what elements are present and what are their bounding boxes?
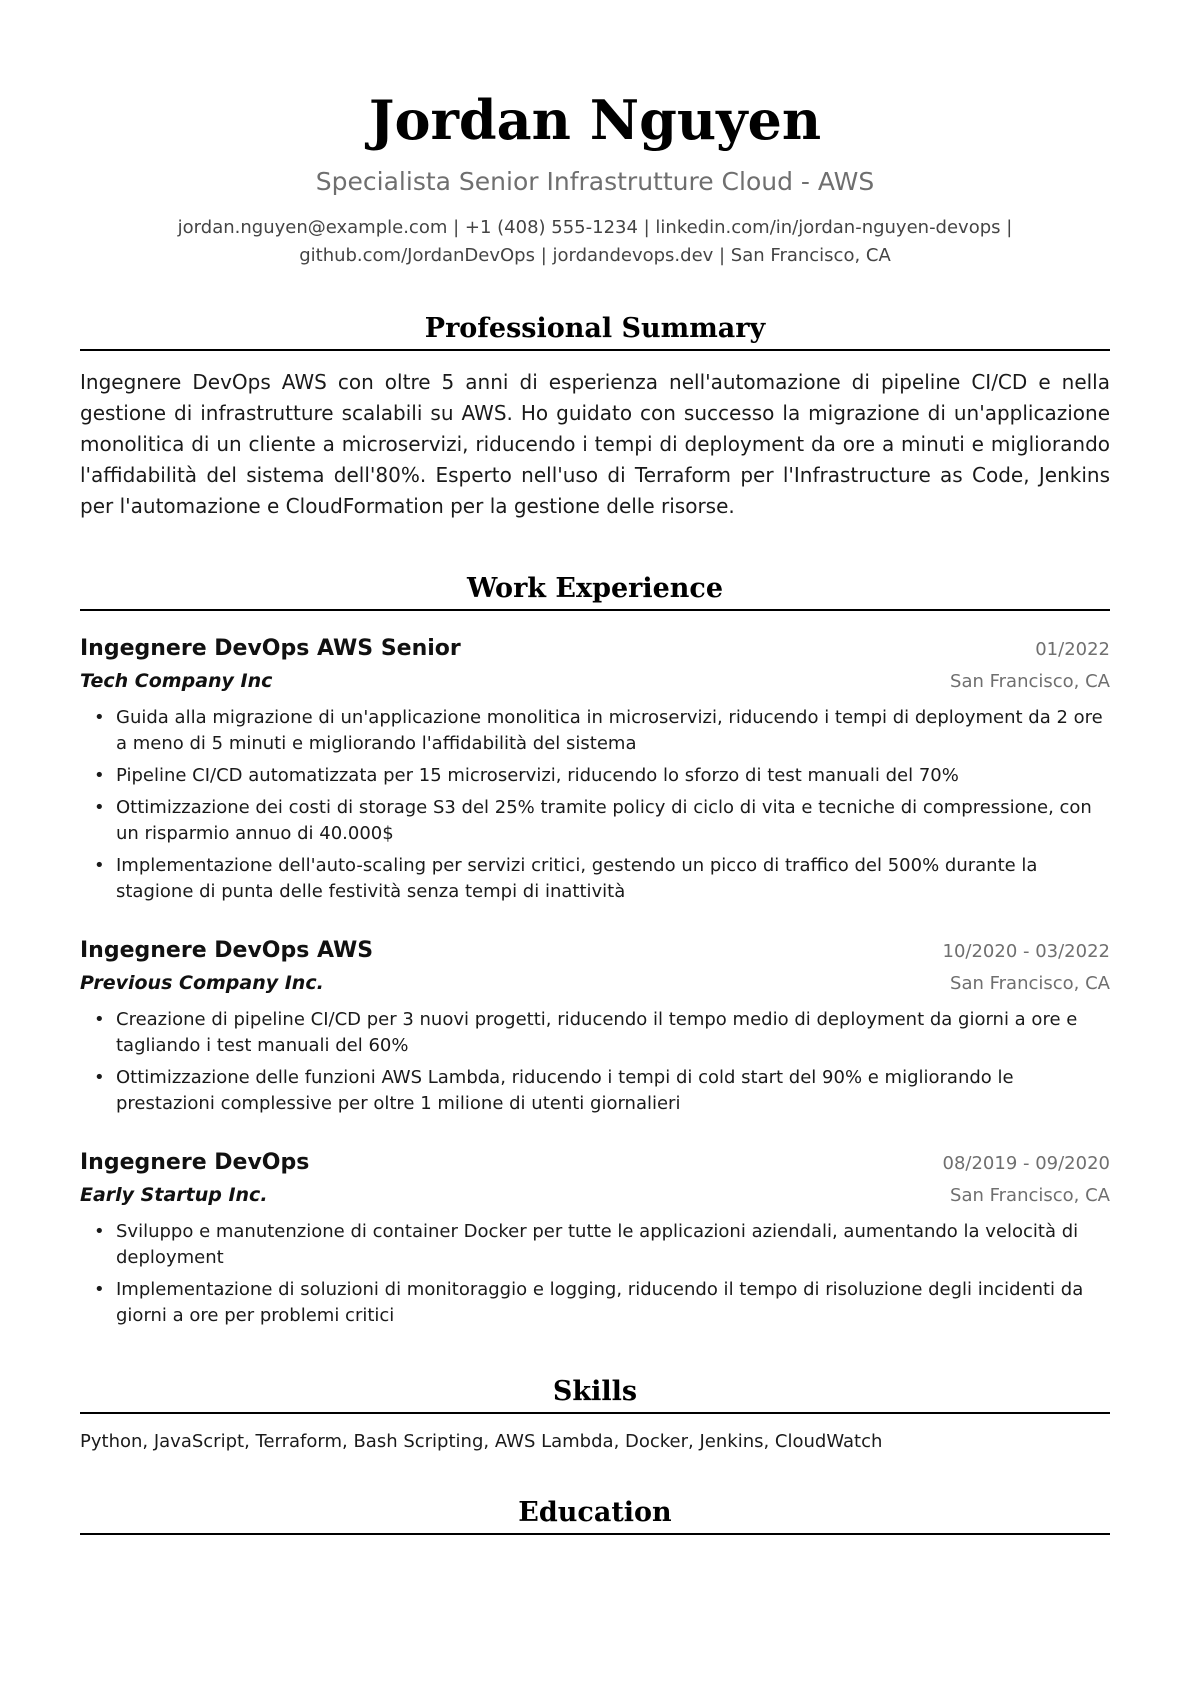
- candidate-title: Specialista Senior Infrastrutture Cloud - AWS: [315, 167, 875, 196]
- job-bullets: [80, 1007, 1110, 1117]
- job-location: San Francisco, CA: [950, 671, 1110, 692]
- education-heading: Education: [80, 1496, 1110, 1535]
- bullet-icon: •: [94, 855, 105, 876]
- job-dates: 10/2020 - 03/2022: [942, 941, 1110, 962]
- bullet-item: [80, 1277, 1110, 1329]
- company-name: Early Startup Inc.: [80, 1184, 268, 1206]
- summary-heading: Professional Summary: [80, 312, 1110, 351]
- education-section: [80, 1496, 1110, 1535]
- bullet-item: [80, 705, 1110, 757]
- bullet-item: [80, 1065, 1110, 1117]
- bullet-icon: •: [94, 1067, 105, 1088]
- bullet-item: [80, 763, 1110, 789]
- contact-line-2: github.com/JordanDevOps | jordandevops.dev | San Francisco, CA: [299, 245, 891, 266]
- bullet-icon: •: [94, 1221, 105, 1242]
- bullet-text: Sviluppo e manutenzione di container Docker per tutte le applicazioni aziendali, aumentando la velocità di deployment: [116, 1221, 1079, 1268]
- bullet-icon: •: [94, 1009, 105, 1030]
- job-title: Ingegnere DevOps AWS Senior: [80, 636, 461, 661]
- job-dates: 01/2022: [1035, 639, 1110, 660]
- contact-line-1: jordan.nguyen@example.com | +1 (408) 555-1234 | linkedin.com/in/jordan-nguyen-devops |: [177, 217, 1013, 238]
- bullet-text: Implementazione di soluzioni di monitoraggio e logging, riducendo il tempo di risoluzione degli incidenti da giorni a ore per problemi critici: [116, 1279, 1084, 1326]
- job-dates: 08/2019 - 09/2020: [942, 1153, 1110, 1174]
- skills-section: [80, 1375, 1110, 1456]
- bullet-text: Pipeline CI/CD automatizzata per 15 microservizi, riducendo lo sforzo di test manuali del 70%: [116, 765, 959, 786]
- work-experience-section: [80, 572, 1110, 1329]
- bullet-text: Ottimizzazione dei costi di storage S3 del 25% tramite policy di ciclo di vita e tecniche di compressione, con un risparmio annuo di 40.000$: [116, 797, 1092, 844]
- bullet-icon: •: [94, 765, 105, 786]
- bullet-item: [80, 1219, 1110, 1271]
- job-title: Ingegnere DevOps AWS: [80, 938, 374, 963]
- bullet-icon: •: [94, 707, 105, 728]
- summary-section: [80, 312, 1110, 522]
- skills-heading: Skills: [80, 1375, 1110, 1414]
- job-entry: [80, 1147, 1110, 1329]
- contact-info: [80, 214, 1110, 270]
- job-bullets: [80, 705, 1110, 905]
- company-name: Previous Company Inc.: [80, 972, 324, 994]
- summary-text: Ingegnere DevOps AWS con oltre 5 anni di esperienza nell'automazione di pipeline CI/CD e nella gestione di infrastrutture scalabili su AWS. Ho guidato con successo la migrazione di un'applicazione monolitica di un cliente a microservizi, riducendo i tempi di deployment da ore a minuti e migliorando l'affidabilità del sistema dell'80%. Esperto nell'uso di Terraform per l'Infrastructure as Code, Jenkins per l'automazione e CloudFormation per la gestione delle risorse.: [80, 370, 1110, 518]
- bullet-text: Creazione di pipeline CI/CD per 3 nuovi progetti, riducendo il tempo medio di deployment da giorni a ore e tagliando i test manuali del 60%: [116, 1009, 1078, 1056]
- job-entry: [80, 633, 1110, 905]
- work-experience-heading: Work Experience: [80, 572, 1110, 611]
- bullet-text: Ottimizzazione delle funzioni AWS Lambda, riducendo i tempi di cold start del 90% e migliorando le prestazioni complessive per oltre 1 milione di utenti giornalieri: [116, 1067, 1014, 1114]
- job-location: San Francisco, CA: [950, 973, 1110, 994]
- resume-header: [80, 0, 1110, 270]
- job-title: Ingegnere DevOps: [80, 1150, 310, 1175]
- company-name: Tech Company Inc: [80, 670, 273, 692]
- bullet-text: Guida alla migrazione di un'applicazione monolitica in microservizi, riducendo i tempi di deployment da 2 ore a meno di 5 minuti e migliorando l'affidabilità del sistema: [116, 707, 1103, 754]
- bullet-text: Implementazione dell'auto-scaling per servizi critici, gestendo un picco di traffico del 500% durante la stagione di punta delle festività senza tempi di inattività: [116, 855, 1038, 902]
- candidate-name: Jordan Nguyen: [368, 88, 822, 152]
- bullet-icon: •: [94, 1279, 105, 1300]
- bullet-item: [80, 853, 1110, 905]
- bullet-item: [80, 1007, 1110, 1059]
- bullet-icon: •: [94, 797, 105, 818]
- job-location: San Francisco, CA: [950, 1185, 1110, 1206]
- job-bullets: [80, 1219, 1110, 1329]
- job-entry: [80, 935, 1110, 1117]
- bullet-item: [80, 795, 1110, 847]
- skills-list: Python, JavaScript, Terraform, Bash Scripting, AWS Lambda, Docker, Jenkins, CloudWatch: [80, 1431, 883, 1452]
